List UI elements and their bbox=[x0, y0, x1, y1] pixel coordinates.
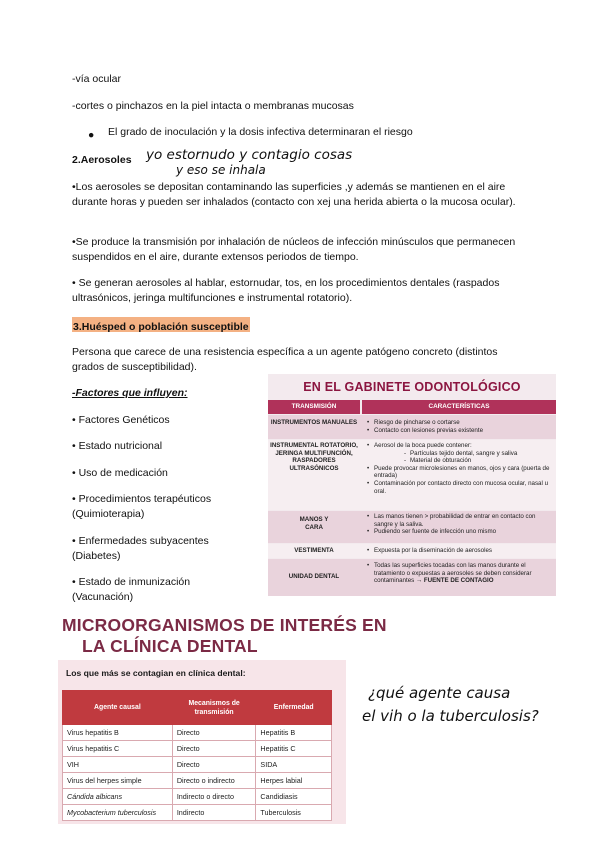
factor-item: • Estado de inmunización (Vacunación) bbox=[72, 576, 191, 603]
gabinete-table bbox=[268, 374, 556, 596]
header-transmision: TRANSMISIÓN bbox=[268, 400, 360, 414]
row-label: VESTIMENTA bbox=[294, 547, 334, 554]
handwritten-note-2: y eso se inhala bbox=[176, 163, 266, 177]
row-subitem: - Material de obturación bbox=[366, 457, 552, 465]
table-row bbox=[63, 725, 332, 741]
micro-table bbox=[62, 690, 332, 821]
row-label: INSTRUMENTOS MANUALES bbox=[270, 419, 358, 426]
row-item: • Puede provocar microlesiones en manos, ojos y cara (puerta de entrada) bbox=[366, 465, 552, 480]
factor-item: • Factores Genéticos bbox=[72, 414, 170, 426]
factor-item: • Uso de medicación bbox=[72, 467, 168, 479]
cell-agente: Virus hepatitis C bbox=[63, 741, 173, 757]
cell-mecanismo: Indirecto o directo bbox=[172, 789, 256, 805]
text-cortes: -cortes o pinchazos en la piel intacta o membranas mucosas bbox=[72, 100, 354, 112]
gabinete-row bbox=[268, 440, 556, 510]
bullet-inoculacion bbox=[88, 125, 413, 143]
cell-agente: Mycobacterium tuberculosis bbox=[63, 805, 173, 821]
cell-enfermedad: Tuberculosis bbox=[256, 805, 332, 821]
handwritten-question-1: ¿qué agente causa bbox=[368, 684, 511, 702]
heading-huesped: 3.Huésped o población susceptible bbox=[73, 321, 249, 333]
cell-agente: Virus del herpes simple bbox=[63, 773, 173, 789]
heading-aerosoles: 2.Aerosoles bbox=[72, 154, 132, 166]
text-via-ocular: -vía ocular bbox=[72, 73, 122, 85]
row-item: • Contacto con lesiones previas existente bbox=[366, 427, 552, 435]
factor-item: • Estado nutricional bbox=[72, 440, 163, 452]
paragraph-aerosoles-3: • Se generan aerosoles al hablar, estornudar, tos, en los procedimientos dentales (raspados ultrasónicos, jeringa multifunciones e instrumental rotatorio). bbox=[72, 277, 500, 304]
row-item bbox=[366, 562, 552, 585]
cell-enfermedad: Herpes labial bbox=[256, 773, 332, 789]
gabinete-title: EN EL GABINETE ODONTOLÓGICO bbox=[303, 380, 521, 394]
header-agente: Agente causal bbox=[63, 691, 173, 725]
cell-agente: Cándida albicans bbox=[63, 789, 173, 805]
table-row bbox=[63, 773, 332, 789]
row-item: • Las manos tienen > probabilidad de entrar en contacto con sangre y la saliva. bbox=[366, 513, 552, 528]
handwritten-question-2: el vih o la tuberculosis? bbox=[362, 707, 539, 725]
cell-enfermedad: Hepatitis C bbox=[256, 741, 332, 757]
cell-mecanismo: Directo bbox=[172, 757, 256, 773]
table-row bbox=[63, 789, 332, 805]
handwritten-note-1: yo estornudo y contagio cosas bbox=[146, 147, 353, 163]
row-item: • Aerosol de la boca puede contener: bbox=[366, 442, 552, 450]
fuente-contagio: FUENTE DE CONTAGIO bbox=[423, 577, 494, 585]
bullet-inoculacion-text: El grado de inoculación y la dosis infectiva determinaran el riesgo bbox=[108, 126, 413, 138]
paragraph-huesped: Persona que carece de una resistencia específica a un agente patógeno concreto (distintos grados de susceptibilidad). bbox=[72, 346, 498, 373]
cell-mecanismo: Indirecto bbox=[172, 805, 256, 821]
table-row bbox=[63, 805, 332, 821]
factor-item: • Enfermedades subyacentes (Diabetes) bbox=[72, 535, 209, 562]
row-subitem: - Partículas tejido dental, sangre y saliva bbox=[366, 450, 552, 458]
row-label: UNIDAD DENTAL bbox=[288, 573, 340, 580]
paragraph-aerosoles-2: •Se produce la transmisión por inhalación de núcleos de infección minúsculos que permanecen suspendidos en el aire, durante extensos periodos de tiempo. bbox=[72, 236, 516, 263]
cell-enfermedad: SIDA bbox=[256, 757, 332, 773]
gabinete-row bbox=[268, 559, 556, 596]
heading-huesped-highlight bbox=[72, 317, 250, 332]
paragraph-aerosoles-1: •Los aerosoles se depositan contaminando las superficies ,y además se mantienen en el aire durante horas y pueden ser inhalados (contacto con xej una herida abierta o la mucosa ocular). bbox=[72, 181, 516, 208]
cell-mecanismo: Directo bbox=[172, 741, 256, 757]
row-item: • Contaminación por contacto directo con mucosa ocular, nasal u oral. bbox=[366, 480, 552, 495]
gabinete-row bbox=[268, 511, 556, 543]
gabinete-row bbox=[268, 544, 556, 558]
row-item: • Pudiendo ser fuente de infección uno mismo bbox=[366, 528, 552, 536]
cell-mecanismo: Directo bbox=[172, 725, 256, 741]
cell-agente: Virus hepatitis B bbox=[63, 725, 173, 741]
micro-title-line: LA CLÍNICA DENTAL bbox=[82, 636, 258, 656]
cell-agente: VIH bbox=[63, 757, 173, 773]
header-mecanismos: Mecanismos de transmisión bbox=[172, 691, 256, 725]
micro-title bbox=[62, 615, 387, 657]
cell-enfermedad: Hepatitis B bbox=[256, 725, 332, 741]
table-row bbox=[63, 757, 332, 773]
row-label: MANOS Y CARA bbox=[299, 516, 329, 531]
header-enfermedad: Enfermedad bbox=[256, 691, 332, 725]
micro-title-line: MICROORGANISMOS DE INTERÉS EN bbox=[62, 615, 387, 635]
row-item: • Expuesta por la diseminación de aerosoles bbox=[366, 547, 552, 555]
header-caracteristicas: CARACTERÍSTICAS bbox=[362, 400, 556, 414]
row-item-text: Todas las superficies tocadas con las manos durante el tratamiento o expuestas a aerosoles se deben considerar contaminantes → bbox=[374, 562, 532, 585]
heading-factores: -Factores que influyen: bbox=[72, 387, 188, 399]
bullet-dot: ● bbox=[88, 129, 95, 141]
row-label: INSTRUMENTAL ROTATORIO, JERINGA MULTIFUNCIÓN, RASPADORES ULTRASÓNICOS bbox=[270, 442, 358, 472]
micro-subtitle: Los que más se contagian en clínica dental: bbox=[66, 668, 246, 678]
cell-enfermedad: Candidiasis bbox=[256, 789, 332, 805]
factor-item: • Procedimientos terapéuticos (Quimioterapia) bbox=[72, 493, 212, 520]
cell-mecanismo: Directo o indirecto bbox=[172, 773, 256, 789]
row-item: • Riesgo de pincharse o cortarse bbox=[366, 419, 552, 427]
gabinete-row bbox=[268, 415, 556, 439]
table-row bbox=[63, 741, 332, 757]
